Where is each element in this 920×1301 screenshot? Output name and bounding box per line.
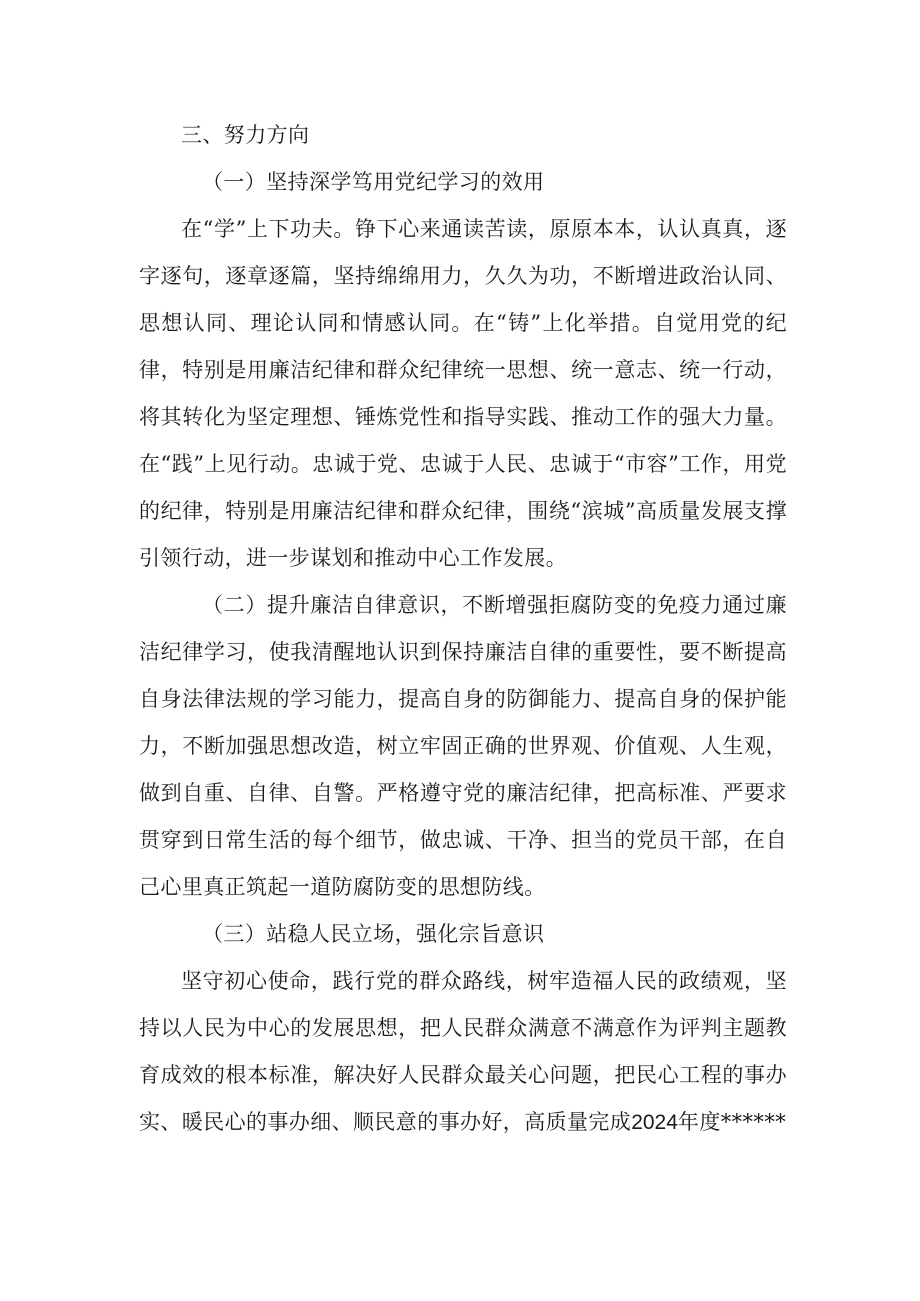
paragraph-3-tail: 年度****** <box>677 1110 787 1134</box>
subsection-heading-1: （一）坚持深学笃用党纪学习的效用 <box>202 170 545 194</box>
year-number: 2024 <box>631 1111 678 1134</box>
document-body <box>139 112 787 1146</box>
paragraph-1: 在“学”上下功夫。铮下心来通读苦读，原原本本，认认真真，逐字逐句，逐章逐篇，坚持绵绵用力，久久为功，不断增进政治认同、思想认同、理论认同和情感认同。在“铸”上化举措。自觉用党的纪律，特别是用廉洁纪律和群众纪律统一思想、统一意志、统一行动，将其转化为坚定理想、锤炼党性和指导实践、推动工作的强大力量。在“践”上见行动。忠诚于党、忠诚于人民、忠诚于“市容”工作，用党的纪律，特别是用廉洁纪律和群众纪律，围绕“滨城”高质量发展支撑引领行动，进一步谋划和推动中心工作发展。 <box>139 217 787 570</box>
subsection-heading-3: （三）站稳人民立场，强化宗旨意识 <box>202 922 545 946</box>
paragraph-2: （二）提升廉洁自律意识，不断增强拒腐防变的免疫力通过廉洁纪律学习，使我清醒地认识到保持廉洁自律的重要性，要不断提高自身法律法规的学习能力，提高自身的防御能力、提高自身的保护能力，不断加强思想改造，树立牢固正确的世界观、价值观、人生观，做到自重、自律、自警。严格遵守党的廉洁纪律，把高标准、严要求贯穿到日常生活的每个细节，做忠诚、干净、担当的党员干部，在自己心里真正筑起一道防腐防变的思想防线。 <box>139 593 787 899</box>
paragraph-3 <box>139 958 787 1146</box>
paragraph-3-text: 坚守初心使命，践行党的群众路线，树牢造福人民的政绩观，坚持以人民为中心的发展思想，把人民群众满意不满意作为评判主题教育成效的根本标准，解决好人民群众最关心问题，把民心工程的事办实、暖民心的事办细、顺民意的事办好，高质量完成 <box>139 969 787 1134</box>
section-heading: 三、努力方向 <box>181 123 310 147</box>
